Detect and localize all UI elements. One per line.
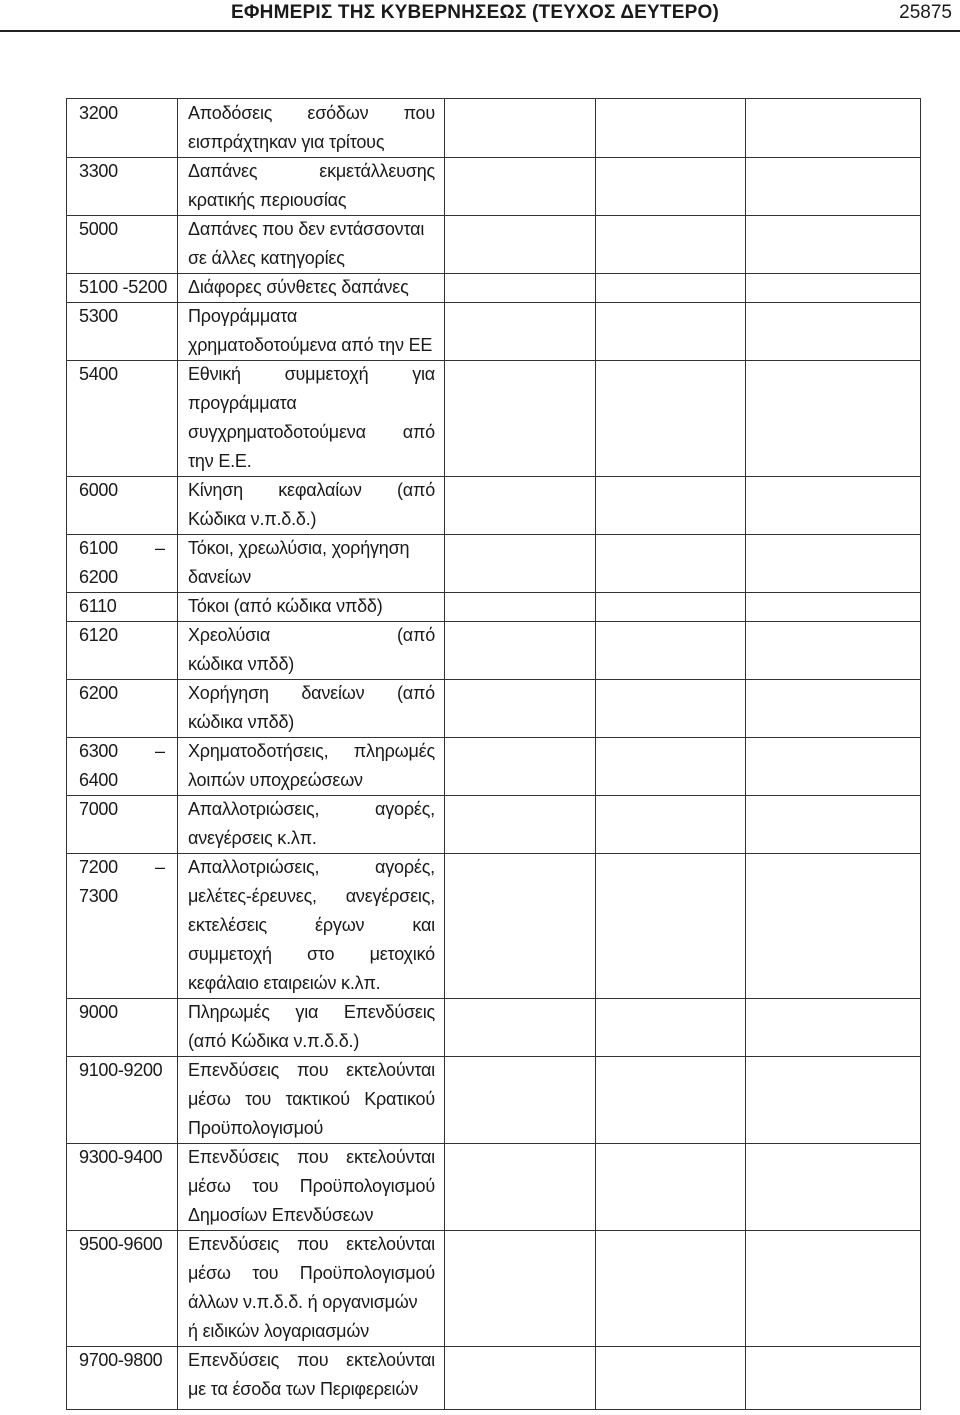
description-word: που xyxy=(296,1147,329,1167)
description-line xyxy=(188,360,435,389)
row-code: 6100 6200 xyxy=(79,538,118,587)
table-row xyxy=(67,215,920,273)
row-description xyxy=(188,1346,435,1404)
table-row xyxy=(67,534,920,592)
description-word: εκτελούνται xyxy=(346,1350,435,1370)
description-word: που xyxy=(296,1234,329,1254)
description-word: Αποδόσεις xyxy=(188,103,273,123)
row-code: 3200 xyxy=(79,103,118,123)
description-word: κεφαλαίων xyxy=(278,480,362,500)
description-line xyxy=(188,824,435,853)
description-word: του xyxy=(252,1176,279,1196)
row-description xyxy=(188,592,435,621)
description-word: Προϋπολογισμού xyxy=(188,1118,324,1138)
table-row xyxy=(67,737,920,795)
description-word: εκτελέσεις xyxy=(188,915,267,935)
code-range-dash: – xyxy=(155,538,166,558)
row-description xyxy=(188,1143,435,1230)
description-word: Επενδύσεις xyxy=(188,1147,280,1167)
description-word: Πληρωμές xyxy=(188,1002,270,1022)
row-description xyxy=(188,795,435,853)
budget-codes-table xyxy=(66,98,921,1410)
table-row xyxy=(67,99,920,157)
row-code: 6120 xyxy=(79,625,118,645)
description-word: (από xyxy=(396,683,435,703)
description-word: μέσω xyxy=(188,1089,231,1109)
description-word: (από xyxy=(396,480,435,500)
description-word: κώδικα νπδδ) xyxy=(188,654,295,674)
description-line xyxy=(188,418,435,447)
page-header xyxy=(0,0,960,32)
description-word: σε άλλες κατηγορίες xyxy=(188,248,345,268)
description-word: Απαλλοτριώσεις, xyxy=(188,799,320,819)
description-word: Τόκοι (από κώδικα νπδδ) xyxy=(188,596,383,616)
description-word: Επενδύσεις xyxy=(188,1234,280,1254)
description-word: μέσω xyxy=(188,1263,231,1283)
table-row xyxy=(67,273,920,302)
description-line xyxy=(188,302,435,331)
description-line xyxy=(188,1085,435,1114)
row-code: 7000 xyxy=(79,799,118,819)
description-line xyxy=(188,1346,435,1375)
description-line xyxy=(188,766,435,795)
description-word: Κίνηση xyxy=(188,480,243,500)
description-word: προγράμματα xyxy=(188,393,297,413)
description-line xyxy=(188,1201,435,1230)
description-word: ανεγέρσεις, xyxy=(345,886,435,906)
description-word: Τόκοι, χρεωλύσια, χορήγηση xyxy=(188,538,410,558)
row-description xyxy=(188,679,435,737)
description-line xyxy=(188,853,435,882)
description-line xyxy=(188,1259,435,1288)
description-line xyxy=(188,534,435,563)
description-word: που xyxy=(296,1350,329,1370)
row-description xyxy=(188,215,435,273)
description-word: Επενδύσεις xyxy=(343,1002,435,1022)
row-description xyxy=(188,1230,435,1346)
description-word: εκτελούνται xyxy=(346,1147,435,1167)
description-word: εκτελούνται xyxy=(346,1060,435,1080)
description-word: που xyxy=(296,1060,329,1080)
description-line xyxy=(188,186,435,215)
table-row xyxy=(67,1143,920,1230)
description-line xyxy=(188,244,435,273)
gazette-title: ΕΦΗΜΕΡΙΣ ΤΗΣ ΚΥΒΕΡΝΗΣΕΩΣ (ΤΕΥΧΟΣ ΔΕΥΤΕΡΟ) xyxy=(231,2,719,23)
description-word: Διάφορες σύνθετες δαπάνες xyxy=(188,277,409,297)
description-word: εκτελούνται xyxy=(346,1234,435,1254)
description-word: Επενδύσεις xyxy=(188,1060,280,1080)
row-description xyxy=(188,998,435,1056)
description-word: Προγράμματα xyxy=(188,306,298,326)
row-code: 6200 xyxy=(79,683,118,703)
row-code: 6110 xyxy=(79,596,117,616)
description-word: πληρωμές xyxy=(353,741,435,761)
description-line xyxy=(188,737,435,766)
row-code: 5100 -5200 xyxy=(79,277,168,297)
description-line xyxy=(188,273,435,302)
description-line xyxy=(188,998,435,1027)
description-word: τακτικού xyxy=(285,1089,350,1109)
description-word: συμμετοχή xyxy=(284,364,369,384)
description-word: που xyxy=(403,103,435,123)
page-number: 25875 xyxy=(899,2,952,23)
description-word: Δημοσίων Επενδύσεων xyxy=(188,1205,374,1225)
table-row xyxy=(67,1230,920,1346)
table-row xyxy=(67,853,920,998)
description-word: (από xyxy=(396,625,435,645)
row-description xyxy=(188,302,435,360)
row-description xyxy=(188,621,435,679)
description-word: μελέτες-έρευνες, xyxy=(188,886,317,906)
description-word: Απαλλοτριώσεις, xyxy=(188,857,320,877)
description-line xyxy=(188,1114,435,1143)
description-line xyxy=(188,476,435,505)
description-line xyxy=(188,621,435,650)
description-word: εσόδων xyxy=(307,103,369,123)
table-row xyxy=(67,360,920,476)
description-word: Δαπάνες που δεν εντάσσονται xyxy=(188,219,425,239)
row-description xyxy=(188,360,435,476)
description-word: στο xyxy=(306,944,335,964)
description-line xyxy=(188,911,435,940)
description-word: Κώδικα ν.π.δ.δ.) xyxy=(188,509,317,529)
description-word: συγχρηματοδοτούμενα xyxy=(188,422,366,442)
code-range-dash: – xyxy=(155,741,166,761)
row-description xyxy=(188,157,435,215)
description-word: αγορές, xyxy=(375,799,435,819)
description-line xyxy=(188,157,435,186)
description-word: Προϋπολογισμού xyxy=(299,1263,435,1283)
description-line xyxy=(188,882,435,911)
description-word: την Ε.Ε. xyxy=(188,451,252,471)
row-code: 5000 xyxy=(79,219,118,239)
row-description xyxy=(188,1056,435,1143)
description-line xyxy=(188,650,435,679)
description-line xyxy=(188,1230,435,1259)
table-row xyxy=(67,795,920,853)
row-description xyxy=(188,853,435,998)
description-word: με τα έσοδα των Περιφερειών xyxy=(188,1379,419,1399)
table-row xyxy=(67,621,920,679)
description-word: Δαπάνες xyxy=(188,161,258,181)
description-word: έργων xyxy=(315,915,365,935)
description-line xyxy=(188,1056,435,1085)
table-row xyxy=(67,476,920,534)
description-line xyxy=(188,969,435,998)
description-word: Χρηματοδοτήσεις, xyxy=(188,741,329,761)
description-line xyxy=(188,99,435,128)
description-word: Χορήγηση xyxy=(188,683,269,703)
code-range-dash: – xyxy=(155,857,166,877)
row-code: 9000 xyxy=(79,1002,118,1022)
description-word: λοιπών υποχρεώσεων xyxy=(188,770,363,790)
description-word: (από Κώδικα ν.π.δ.δ.) xyxy=(188,1031,360,1051)
description-word: από xyxy=(402,422,435,442)
row-description xyxy=(188,737,435,795)
description-line xyxy=(188,1027,435,1056)
description-word: του xyxy=(252,1263,279,1283)
table-row xyxy=(67,998,920,1056)
description-line xyxy=(188,1288,435,1317)
description-word: μετοχικό xyxy=(369,944,435,964)
table-row xyxy=(67,302,920,360)
description-word: ή ειδικών λογαριασμών xyxy=(188,1321,370,1341)
description-line xyxy=(188,592,435,621)
description-line xyxy=(188,505,435,534)
description-line xyxy=(188,708,435,737)
row-description xyxy=(188,99,435,157)
description-line xyxy=(188,1317,435,1346)
row-code: 6300 6400 xyxy=(79,741,118,790)
description-word: Εθνική xyxy=(188,364,241,384)
description-word: Επενδύσεις xyxy=(188,1350,280,1370)
description-line xyxy=(188,795,435,824)
description-line xyxy=(188,679,435,708)
description-word: κεφάλαιο εταιρειών κ.λπ. xyxy=(188,973,381,993)
description-word: Προϋπολογισμού xyxy=(299,1176,435,1196)
description-line xyxy=(188,331,435,360)
description-line xyxy=(188,447,435,476)
description-word: αγορές, xyxy=(375,857,435,877)
description-word: δανείων xyxy=(188,567,252,587)
description-word: εκμετάλλευσης xyxy=(319,161,435,181)
description-word: για xyxy=(295,1002,319,1022)
row-code: 5400 xyxy=(79,364,118,384)
description-line xyxy=(188,1172,435,1201)
description-word: Χρεολύσια xyxy=(188,625,271,645)
row-code: 9300-9400 xyxy=(79,1147,163,1167)
row-code: 9500-9600 xyxy=(79,1234,163,1254)
row-code: 3300 xyxy=(79,161,118,181)
description-line xyxy=(188,389,435,418)
description-line xyxy=(188,1143,435,1172)
row-code: 7200 7300 xyxy=(79,857,118,906)
description-line xyxy=(188,1375,435,1404)
description-word: του xyxy=(245,1089,272,1109)
row-code: 6000 xyxy=(79,480,118,500)
description-word: κρατικής περιουσίας xyxy=(188,190,347,210)
description-word: ανεγέρσεις κ.λπ. xyxy=(188,828,317,848)
description-word: συμμετοχή xyxy=(188,944,272,964)
row-description xyxy=(188,476,435,534)
table-row xyxy=(67,1346,920,1404)
description-word: χρηματοδοτούμενα από την ΕΕ xyxy=(188,335,433,355)
description-word: κώδικα νπδδ) xyxy=(188,712,295,732)
row-code: 5300 xyxy=(79,306,118,326)
description-word: εισπράχτηκαν για τρίτους xyxy=(188,132,385,152)
description-line xyxy=(188,940,435,969)
description-line xyxy=(188,215,435,244)
description-word: μέσω xyxy=(188,1176,231,1196)
description-word: άλλων ν.π.δ.δ. ή οργανισμών xyxy=(188,1292,418,1312)
row-description xyxy=(188,534,435,592)
table-row xyxy=(67,157,920,215)
row-code: 9700-9800 xyxy=(79,1350,163,1370)
description-word: δανείων xyxy=(301,683,365,703)
description-line xyxy=(188,128,435,157)
description-line xyxy=(188,563,435,592)
description-word: Κρατικού xyxy=(364,1089,435,1109)
description-word: και xyxy=(412,915,435,935)
row-code: 9100-9200 xyxy=(79,1060,163,1080)
row-description xyxy=(188,273,435,302)
table-row xyxy=(67,1056,920,1143)
description-word: για xyxy=(412,364,435,384)
table-row xyxy=(67,592,920,621)
table-row xyxy=(67,679,920,737)
